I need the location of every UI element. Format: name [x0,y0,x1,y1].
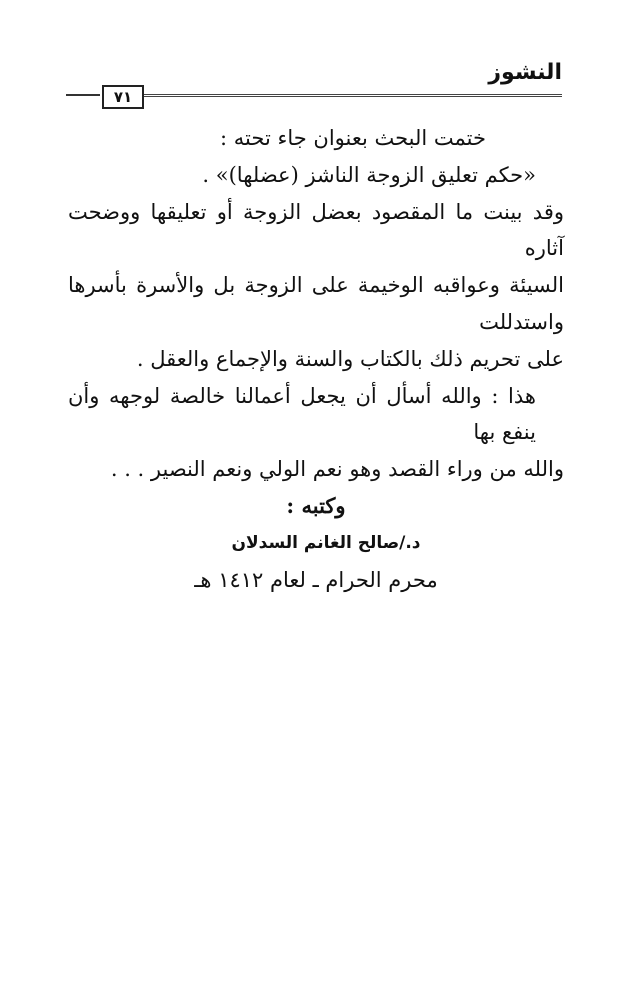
text-line-8: وكتبه : [286,492,346,518]
text-line-3: وقد بينت ما المقصود بعضل الزوجة أو تعليقها ووضحت آثاره [68,199,564,261]
page-header [66,60,562,110]
text-line-5: على تحريم ذلك بالكتاب والسنة والإجماع والعقل . [136,346,564,371]
text-line-6: هذا : والله أسأل أن يجعل أعمالنا خالصة لوجهه وأن ينفع بها [68,383,536,445]
page-body [68,120,564,598]
signature: د./صالح الغانم السدلان [231,532,421,553]
header-rule-left [66,94,100,96]
text-line-4: السيئة وعواقبه الوخيمة على الزوجة بل والأسرة بأسرها واستدللت [68,273,564,334]
text-line-7: والله من وراء القصد وهو نعم الولي ونعم النصير . . . [110,457,564,482]
date-line: محرم الحرام ـ لعام ١٤١٢ هـ [194,567,438,592]
text-line-1: ختمت البحث بعنوان جاء تحته : [220,126,486,150]
header-rule-right [144,94,562,97]
running-title: النشوز [480,60,562,85]
page-number: ٧١ [102,85,144,109]
text-line-2: «حكم تعليق الزوجة الناشز (عضلها)» . [202,162,536,187]
